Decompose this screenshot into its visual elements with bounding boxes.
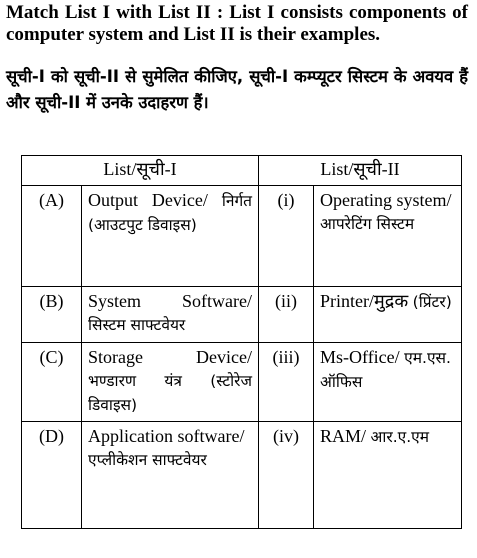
table-header-row [22,156,462,186]
list2-item: Operating system/ आपरेटिंग सिस्टम [314,186,462,287]
table-row [22,422,462,529]
list2-item: Ms-Office/ एम.एस. ऑफिस [314,343,462,422]
list1-item: Output Device/ निर्गत (आउटपुट डिवाइस) [82,186,259,287]
list2-item: RAM/ आर.ए.एम [314,422,462,529]
list2-key: (ii) [259,287,314,343]
list1-key: (B) [22,287,82,343]
list1-key: (C) [22,343,82,422]
table-row [22,186,462,287]
list2-key: (iii) [259,343,314,422]
list2-header: List/सूची-II [259,156,462,186]
question-hindi: सूची-I को सूची-II से सुमेलित कीजिए, सूची-I कम्प्यूटर सिस्टम के अवयव हैं और सूची-II में उनके उदाहरण हैं। [6,67,468,112]
question-english: Match List I with List II : List I consists components of computer system and List II is their examples. [6,2,468,45]
list2-key: (i) [259,186,314,287]
list1-header: List/सूची-I [22,156,259,186]
table-row [22,287,462,343]
match-table [21,155,462,529]
list1-item: Storage Device/ भण्डारण यंत्र (स्टोरेज डिवाइस) [82,343,259,422]
list1-item: System Software/ सिस्टम साफ्टवेयर [82,287,259,343]
table-row [22,343,462,422]
list2-item: Printer/मुद्रक (प्रिंटर) [314,287,462,343]
list1-key: (D) [22,422,82,529]
list2-key: (iv) [259,422,314,529]
list1-item: Application software/ एप्लीकेशन साफ्टवेयर [82,422,259,529]
list1-key: (A) [22,186,82,287]
